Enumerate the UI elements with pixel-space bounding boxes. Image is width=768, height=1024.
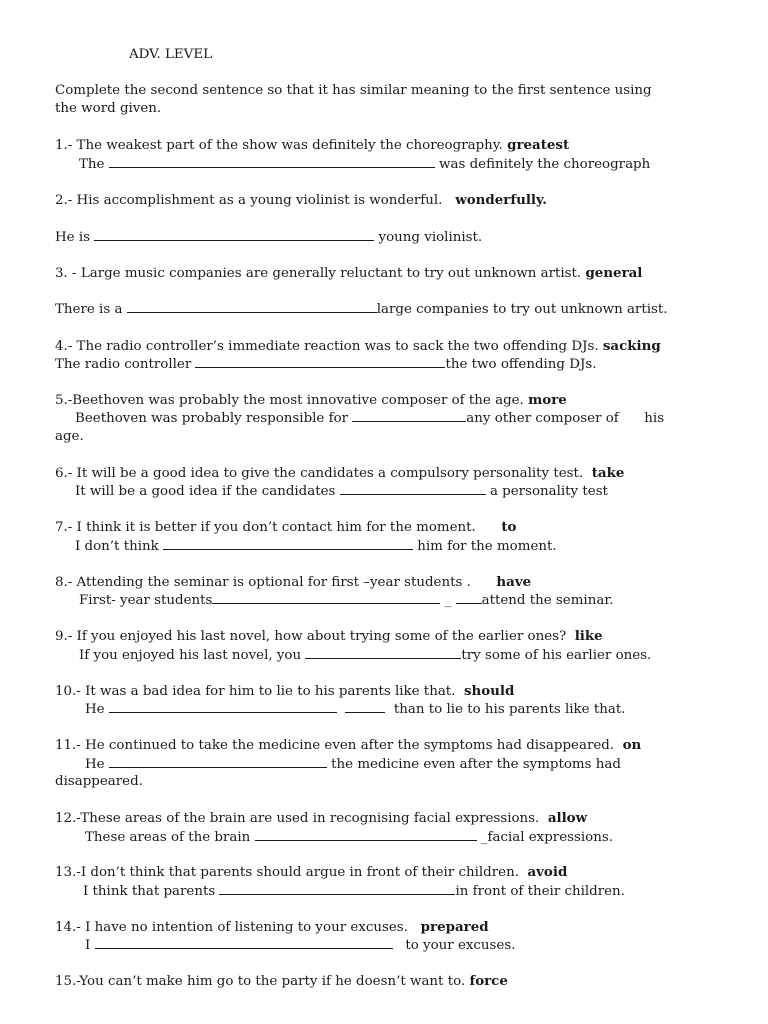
answer-blank[interactable] bbox=[255, 828, 477, 841]
question-text: 3. - Large music companies are generally reluctant to try out unknown artist. bbox=[55, 266, 582, 281]
answer-end: attend the seminar. bbox=[481, 593, 614, 608]
question-14 bbox=[55, 918, 489, 936]
answer-start: He bbox=[85, 702, 105, 717]
answer-start: I bbox=[85, 938, 91, 953]
answer-end: a personality test bbox=[489, 484, 608, 499]
key-word: on bbox=[622, 737, 642, 753]
answer-blank[interactable] bbox=[127, 300, 377, 313]
answer-start: The radio controller bbox=[55, 357, 192, 372]
answer-start: I don’t think bbox=[75, 539, 159, 554]
answer-blank[interactable] bbox=[94, 228, 374, 241]
answer-blank[interactable] bbox=[305, 646, 461, 659]
key-word: greatest bbox=[507, 137, 570, 153]
question-5 bbox=[55, 391, 567, 409]
question-15 bbox=[55, 972, 508, 990]
answer-4 bbox=[55, 355, 597, 373]
answer-11-continued bbox=[55, 773, 143, 791]
key-word: force bbox=[469, 973, 508, 989]
question-text: 11.- He continued to take the medicine even after the symptoms had disappeared. bbox=[55, 738, 615, 753]
answer-6 bbox=[75, 482, 608, 500]
question-text: 2.- His accomplishment as a young violinist is wonderful. bbox=[55, 193, 443, 208]
question-3 bbox=[55, 264, 642, 282]
answer-start: It will be a good idea if the candidates bbox=[75, 484, 336, 499]
answer-continued: disappeared. bbox=[55, 774, 143, 789]
question-text: 4.- The radio controller’s immediate reaction was to sack the two offending DJs. bbox=[55, 339, 599, 354]
question-7 bbox=[55, 518, 516, 536]
answer-end: him for the moment. bbox=[417, 539, 557, 554]
answer-blank[interactable] bbox=[95, 936, 393, 949]
key-word: more bbox=[528, 392, 567, 408]
answer-blank-2[interactable] bbox=[456, 591, 482, 604]
answer-blank[interactable] bbox=[109, 155, 435, 168]
answer-start: Beethoven was probably responsible for bbox=[75, 411, 349, 426]
answer-3 bbox=[55, 300, 668, 318]
question-text: 9.- If you enjoyed his last novel, how about trying some of the earlier ones? bbox=[55, 629, 567, 644]
answer-end: the two offending DJs. bbox=[445, 357, 597, 372]
question-text: 7.- I think it is better if you don’t contact him for the moment. bbox=[55, 520, 476, 535]
answer-start: The bbox=[79, 157, 105, 172]
answer-start: If you enjoyed his last novel, you bbox=[79, 648, 302, 663]
answer-7 bbox=[75, 537, 557, 555]
answer-end: _facial expressions. bbox=[480, 830, 613, 845]
key-word: allow bbox=[547, 810, 588, 826]
question-10 bbox=[55, 682, 514, 700]
question-text: 12.-These areas of the brain are used in recognising facial expressions. bbox=[55, 811, 540, 826]
key-word: to bbox=[501, 519, 517, 535]
answer-end: than to lie to his parents like that. bbox=[393, 702, 626, 717]
answer-5-continued bbox=[55, 428, 84, 446]
question-2 bbox=[55, 191, 547, 209]
answer-10 bbox=[85, 700, 625, 718]
question-text: 10.- It was a bad idea for him to lie to his parents like that. bbox=[55, 684, 456, 699]
answer-end: try some of his earlier ones. bbox=[461, 648, 652, 663]
answer-blank[interactable] bbox=[212, 591, 440, 604]
instructions: Complete the second sentence so that it has similar meaning to the first sentence using the word given. bbox=[55, 83, 652, 116]
answer-14 bbox=[85, 936, 515, 954]
key-word: sacking bbox=[602, 338, 661, 354]
question-8 bbox=[55, 573, 531, 591]
answer-end: young violinist. bbox=[378, 230, 483, 245]
answer-blank[interactable] bbox=[163, 537, 413, 550]
question-13 bbox=[55, 863, 567, 881]
answer-blank[interactable] bbox=[219, 882, 455, 895]
key-word: should bbox=[463, 683, 515, 699]
question-9 bbox=[55, 627, 603, 645]
answer-8 bbox=[79, 591, 614, 609]
answer-end: to your excuses. bbox=[405, 938, 516, 953]
answer-start: I think that parents bbox=[83, 884, 216, 899]
key-word: general bbox=[585, 265, 643, 281]
question-12 bbox=[55, 809, 587, 827]
answer-end: large companies to try out unknown artist. bbox=[376, 302, 668, 317]
answer-continued: age. bbox=[55, 429, 84, 444]
answer-end: any other composer of bbox=[466, 411, 619, 426]
question-4 bbox=[55, 337, 661, 355]
answer-start: He is bbox=[55, 230, 91, 245]
answer-start: First- year students bbox=[79, 593, 213, 608]
answer-end: was definitely the choreograph bbox=[439, 157, 651, 172]
answer-blank[interactable] bbox=[195, 355, 445, 368]
question-6 bbox=[55, 464, 624, 482]
answer-end-2: his bbox=[644, 411, 665, 426]
question-text: 14.- I have no intention of listening to your excuses. bbox=[55, 920, 408, 935]
question-11 bbox=[55, 736, 641, 754]
key-word: avoid bbox=[527, 864, 568, 880]
answer-9 bbox=[79, 646, 651, 664]
key-word: wonderfully. bbox=[455, 192, 547, 208]
question-text: 1.- The weakest part of the show was definitely the choreography. bbox=[55, 138, 503, 153]
answer-blank[interactable] bbox=[340, 482, 486, 495]
answer-start: There is a bbox=[55, 302, 123, 317]
question-text: 8.- Attending the seminar is optional for first –year students . bbox=[55, 575, 471, 590]
answer-blank[interactable] bbox=[109, 755, 327, 768]
page-title: ADV. LEVEL bbox=[129, 47, 213, 62]
key-word: take bbox=[591, 465, 625, 481]
answer-blank[interactable] bbox=[109, 700, 337, 713]
question-text: 15.-You can’t make him go to the party if he doesn’t want to. bbox=[55, 974, 466, 989]
answer-blank-2[interactable] bbox=[345, 700, 385, 713]
answer-5 bbox=[75, 409, 664, 427]
answer-separator: _ bbox=[444, 593, 452, 608]
answer-13 bbox=[83, 882, 625, 900]
answer-12 bbox=[85, 828, 613, 846]
question-text: 5.-Beethoven was probably the most innovative composer of the age. bbox=[55, 393, 524, 408]
answer-start: These areas of the brain bbox=[85, 830, 251, 845]
answer-2 bbox=[55, 228, 482, 246]
answer-1 bbox=[79, 155, 650, 173]
question-text: 13.-I don’t think that parents should argue in front of their children. bbox=[55, 865, 519, 880]
answer-end: the medicine even after the symptoms had bbox=[331, 757, 621, 772]
key-word: prepared bbox=[420, 919, 489, 935]
answer-end: in front of their children. bbox=[455, 884, 625, 899]
key-word: have bbox=[496, 574, 532, 590]
key-word: like bbox=[574, 628, 603, 644]
question-text: 6.- It will be a good idea to give the candidates a compulsory personality test. bbox=[55, 466, 584, 481]
answer-blank[interactable] bbox=[352, 409, 466, 422]
answer-11 bbox=[85, 755, 621, 773]
answer-start: He bbox=[85, 757, 105, 772]
question-1 bbox=[55, 136, 569, 154]
